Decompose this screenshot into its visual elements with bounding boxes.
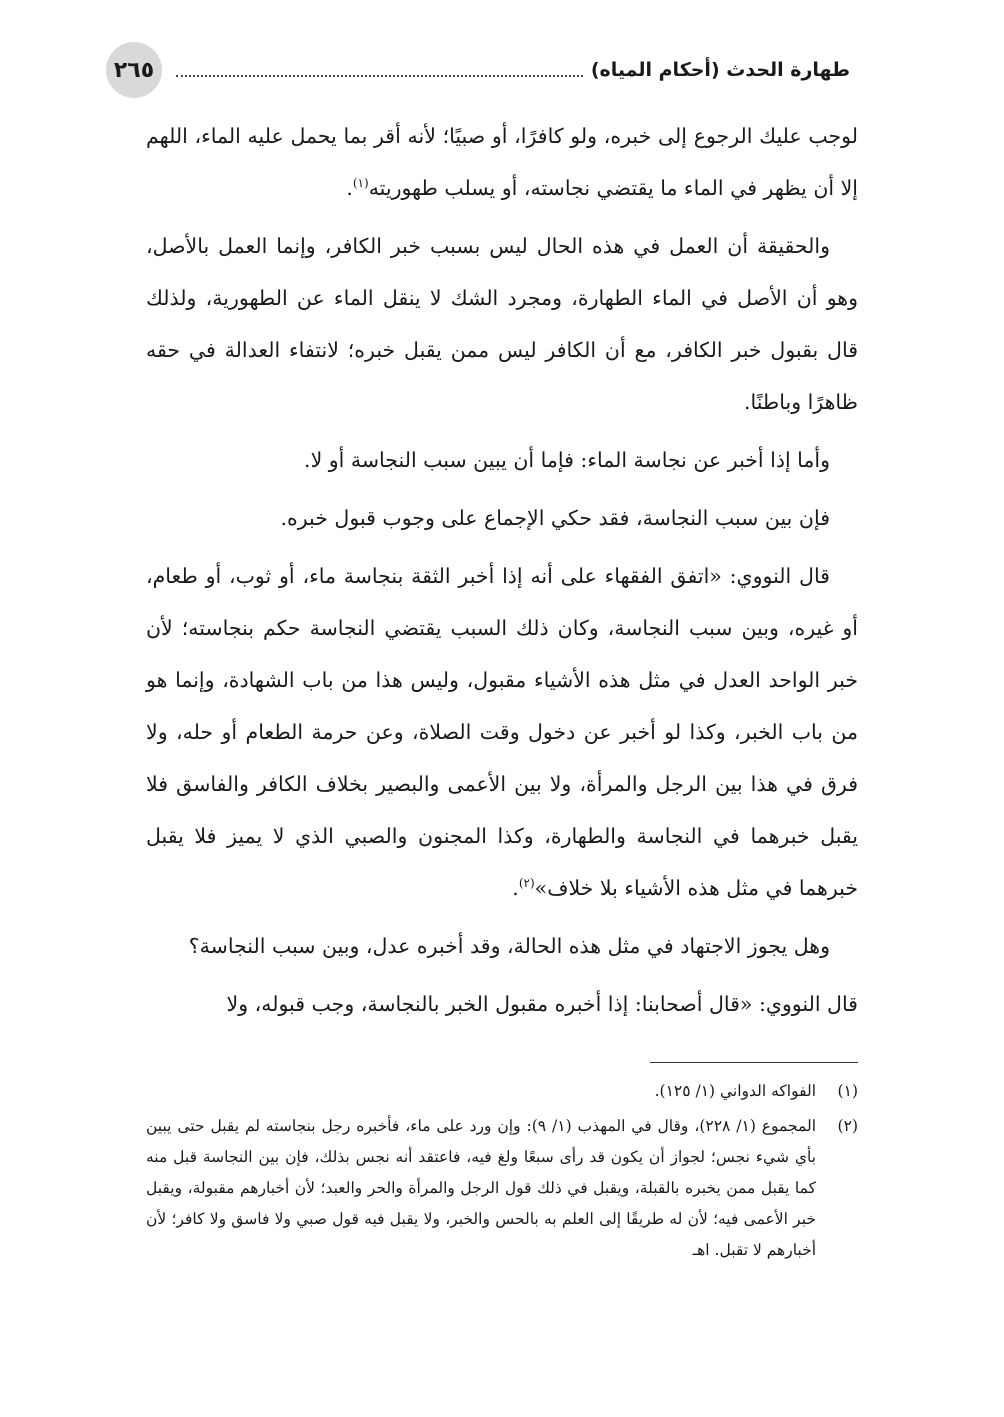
- paragraph-2: والحقيقة أن العمل في هذه الحال ليس بسبب خبر الكافر، وإنما العمل بالأصل، وهو أن الأصل في الماء الطهارة، ومجرد الشك لا ينقل الماء عن الطهورية، ولذلك قال بقبول خبر الكافر، مع أن الكافر ليس ممن يقبل خبره؛ لانتفاء العدالة في حقه ظاهرًا وباطنًا.: [146, 234, 858, 414]
- footnote-separator: [650, 1062, 858, 1063]
- paragraph-7: قال النووي: «قال أصحابنا: إذا أخبره مقبول الخبر بالنجاسة، وجب قبوله، ولا: [226, 992, 858, 1016]
- paragraph-6: وهل يجوز الاجتهاد في مثل هذه الحالة، وقد أخبره عدل، وبين سبب النجاسة؟: [188, 934, 830, 958]
- page-number: ٢٦٥: [106, 42, 162, 98]
- paragraph-1-text: لوجب عليك الرجوع إلى خبره، ولو كافرًا، أو صبيًا؛ لأنه أقر بما يحمل عليه الماء، اللهم إلا أن يظهر في الماء ما يقتضي نجاسته، أو يسلب طهوريته: [146, 124, 858, 200]
- footnote-text: الفواكه الدواني (١/ ١٢٥).: [654, 1082, 816, 1100]
- footnote-ref-2: (٢): [518, 876, 535, 891]
- footnote-text: المجموع (١/ ٢٢٨)، وقال في المهذب (١/ ٩): وإن ورد على ماء، فأخبره رجل بنجاسته لم يقبل حتى يبين بأي شيء نجس؛ لجواز أن يكون قد رأى سبعًا ولغ فيه، فاعتقد أنه نجس بذلك، فإن بين النجاسة قبل منه كما يقبل ممن يخبره بالقبلة، ويقبل في ذلك قول الرجل والمرأة والحر والعبد؛ لأن أخبارهم مقبولة، ويقبل خبر الأعمى فيه؛ لأن له طريقًا إلى العلم به بالحس والخبر، ولا يقبل فيه قول صبي ولا فاسق ولا كافر؛ لأن أخبارهم لا تقبل. اهـ: [146, 1117, 816, 1259]
- footnote-2: [146, 1111, 858, 1266]
- running-header: [176, 52, 858, 88]
- footnote-number: (٢): [837, 1117, 858, 1135]
- header-dotted-leader: [176, 75, 583, 77]
- footnote-1: [146, 1076, 858, 1107]
- footnote-ref-1: (١): [352, 176, 369, 191]
- main-text: [146, 110, 858, 1036]
- paragraph-5-end: .: [512, 876, 519, 900]
- paragraph-4: فإن بين سبب النجاسة، فقد حكي الإجماع على وجوب قبول خبره.: [280, 506, 830, 530]
- paragraph-5-text: قال النووي: «اتفق الفقهاء على أنه إذا أخبر الثقة بنجاسة ماء، أو ثوب، أو طعام، أو غيره، وبين سبب النجاسة، وكان ذلك السبب يقتضي النجاسة حكم بنجاسته؛ لأن خبر الواحد العدل في مثل هذه الأشياء مقبول، وليس هذا من باب الشهادة، وإنما هو من باب الخبر، وكذا لو أخبر عن دخول وقت الصلاة، وعن حرمة الطعام أو حله، ولا فرق في هذا بين الرجل والمرأة، ولا بين الأعمى والبصير بخلاف الكافر والفاسق فلا يقبل خبرهما في النجاسة والطهارة، وكذا المجنون والصبي الذي لا يميز فلا يقبل خبرهما في مثل هذه الأشياء بلا خلاف»: [146, 564, 858, 900]
- footnotes: [146, 1076, 858, 1270]
- running-title: طهارة الحدث (أحكام المياه): [590, 59, 850, 81]
- paragraph-1: [146, 110, 858, 214]
- paragraph-5: [146, 550, 858, 914]
- paragraph-3: وأما إذا أخبر عن نجاسة الماء: فإما أن يبين سبب النجاسة أو لا.: [304, 448, 830, 472]
- paragraph-1-end: .: [346, 176, 353, 200]
- footnote-number: (١): [837, 1082, 858, 1100]
